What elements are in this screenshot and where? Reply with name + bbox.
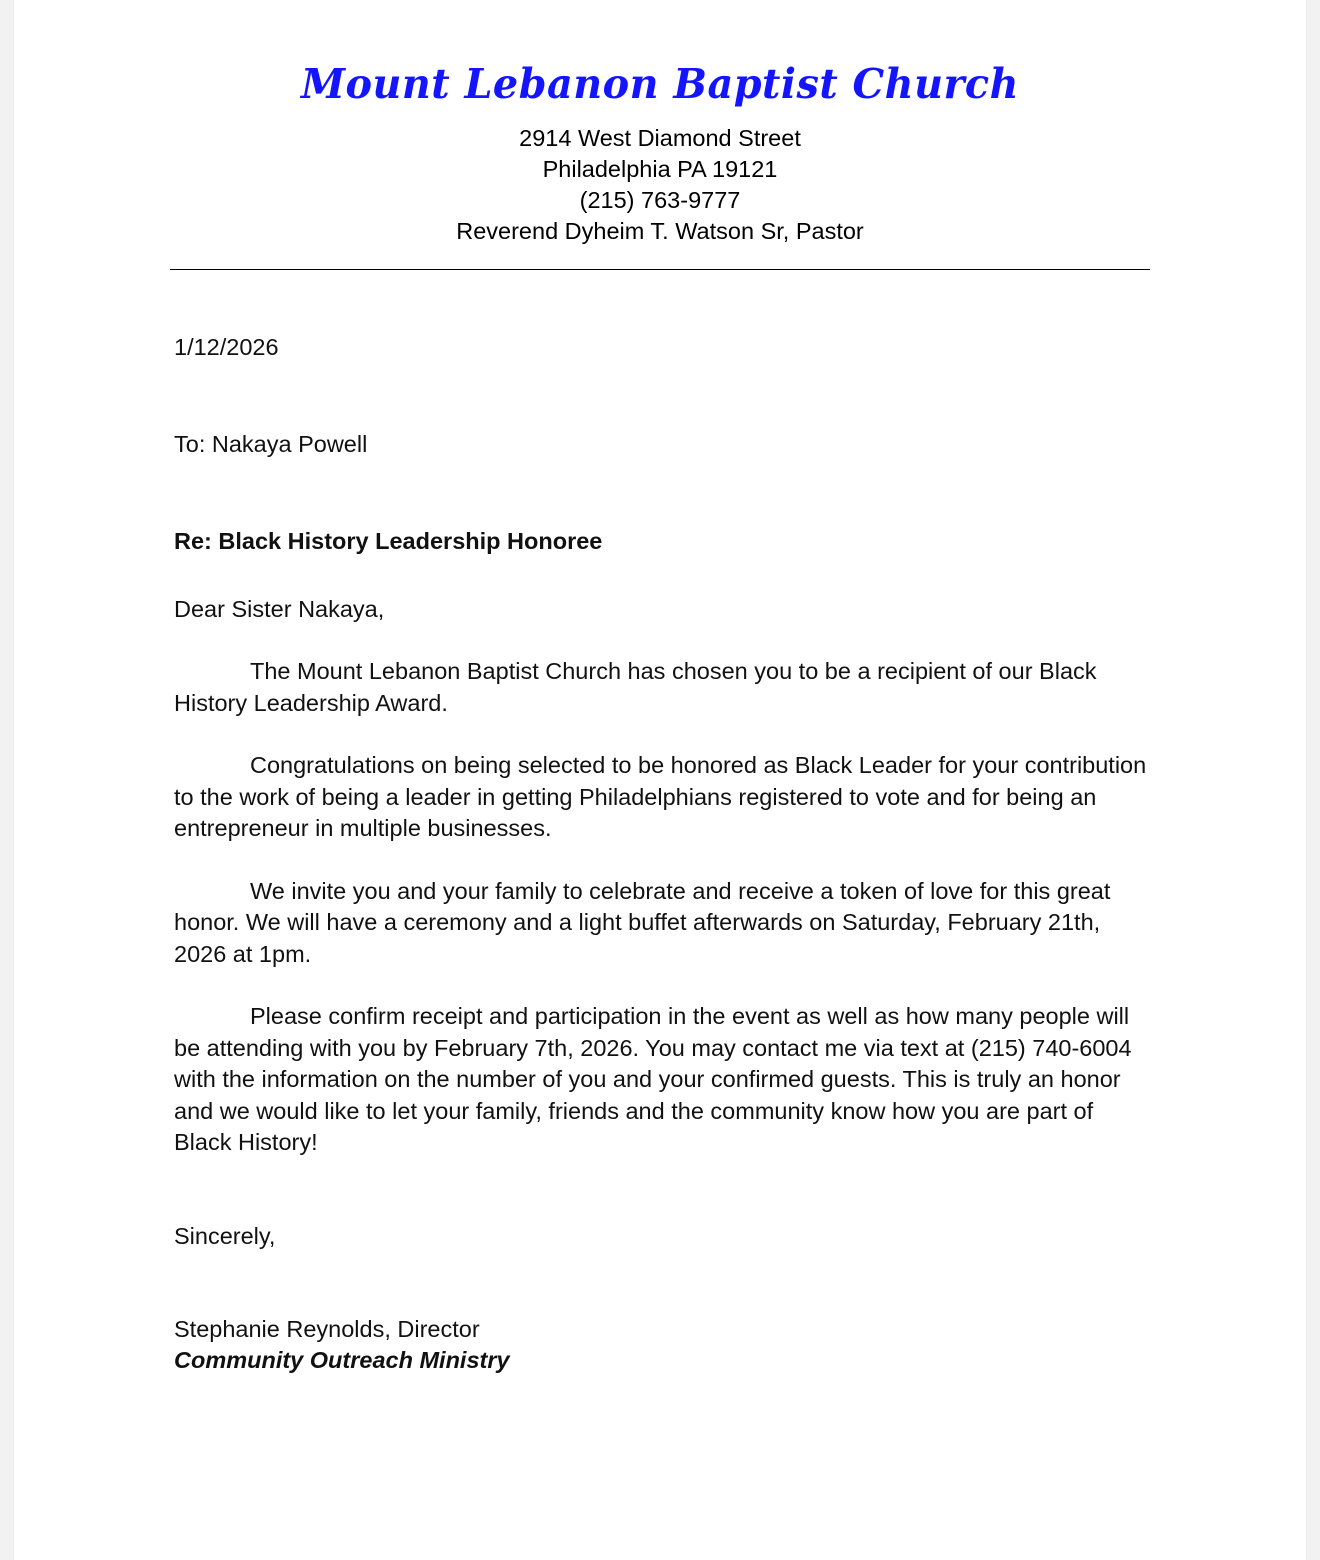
church-name: Mount Lebanon Baptist Church [300, 60, 1020, 108]
letter-date: 1/12/2026 [174, 334, 279, 361]
signature-name: Stephanie Reynolds, Director [174, 1315, 480, 1342]
phone-number: (215) 763-9777 [579, 187, 741, 214]
header-divider [170, 269, 1150, 270]
closing: Sincerely, [174, 1222, 276, 1249]
signature-role: Community Outreach Ministry [174, 1346, 510, 1373]
subject-line: Re: Black History Leadership Honoree [174, 528, 603, 555]
paragraph-3: We invite you and your family to celebrate and receive a token of love for this great honor. We will have a ceremony and a light buffet afterwards on Saturday, February 21th, 2026 at 1pm. [174, 877, 1111, 967]
pastor-name: Reverend Dyheim T. Watson Sr, Pastor [456, 218, 864, 245]
letter-body [14, 332, 1306, 1376]
salutation: Dear Sister Nakaya, [174, 596, 385, 623]
paragraph-4: Please confirm receipt and participation in the event as well as how many people will be attending with you by February 7th, 2026. You may contact me via text at (215) 740-6004 with the information on the number of you and your confirmed guests. This is truly an honor and we would like to let your family, friends and the community know how you are part of Black History! [174, 1003, 1132, 1156]
address-line-1: 2914 West Diamond Street [519, 125, 801, 152]
address-line-2: Philadelphia PA 19121 [542, 156, 778, 183]
letter-page [14, 0, 1306, 1560]
letterhead [14, 0, 1306, 270]
paragraph-1: The Mount Lebanon Baptist Church has chosen you to be a recipient of our Black History Leadership Award. [174, 658, 1097, 716]
recipient-line: To: Nakaya Powell [174, 431, 368, 458]
paragraph-2: Congratulations on being selected to be honored as Black Leader for your contribution to the work of being a leader in getting Philadelphians registered to vote and for being an entrepreneur in multiple businesses. [174, 752, 1147, 842]
